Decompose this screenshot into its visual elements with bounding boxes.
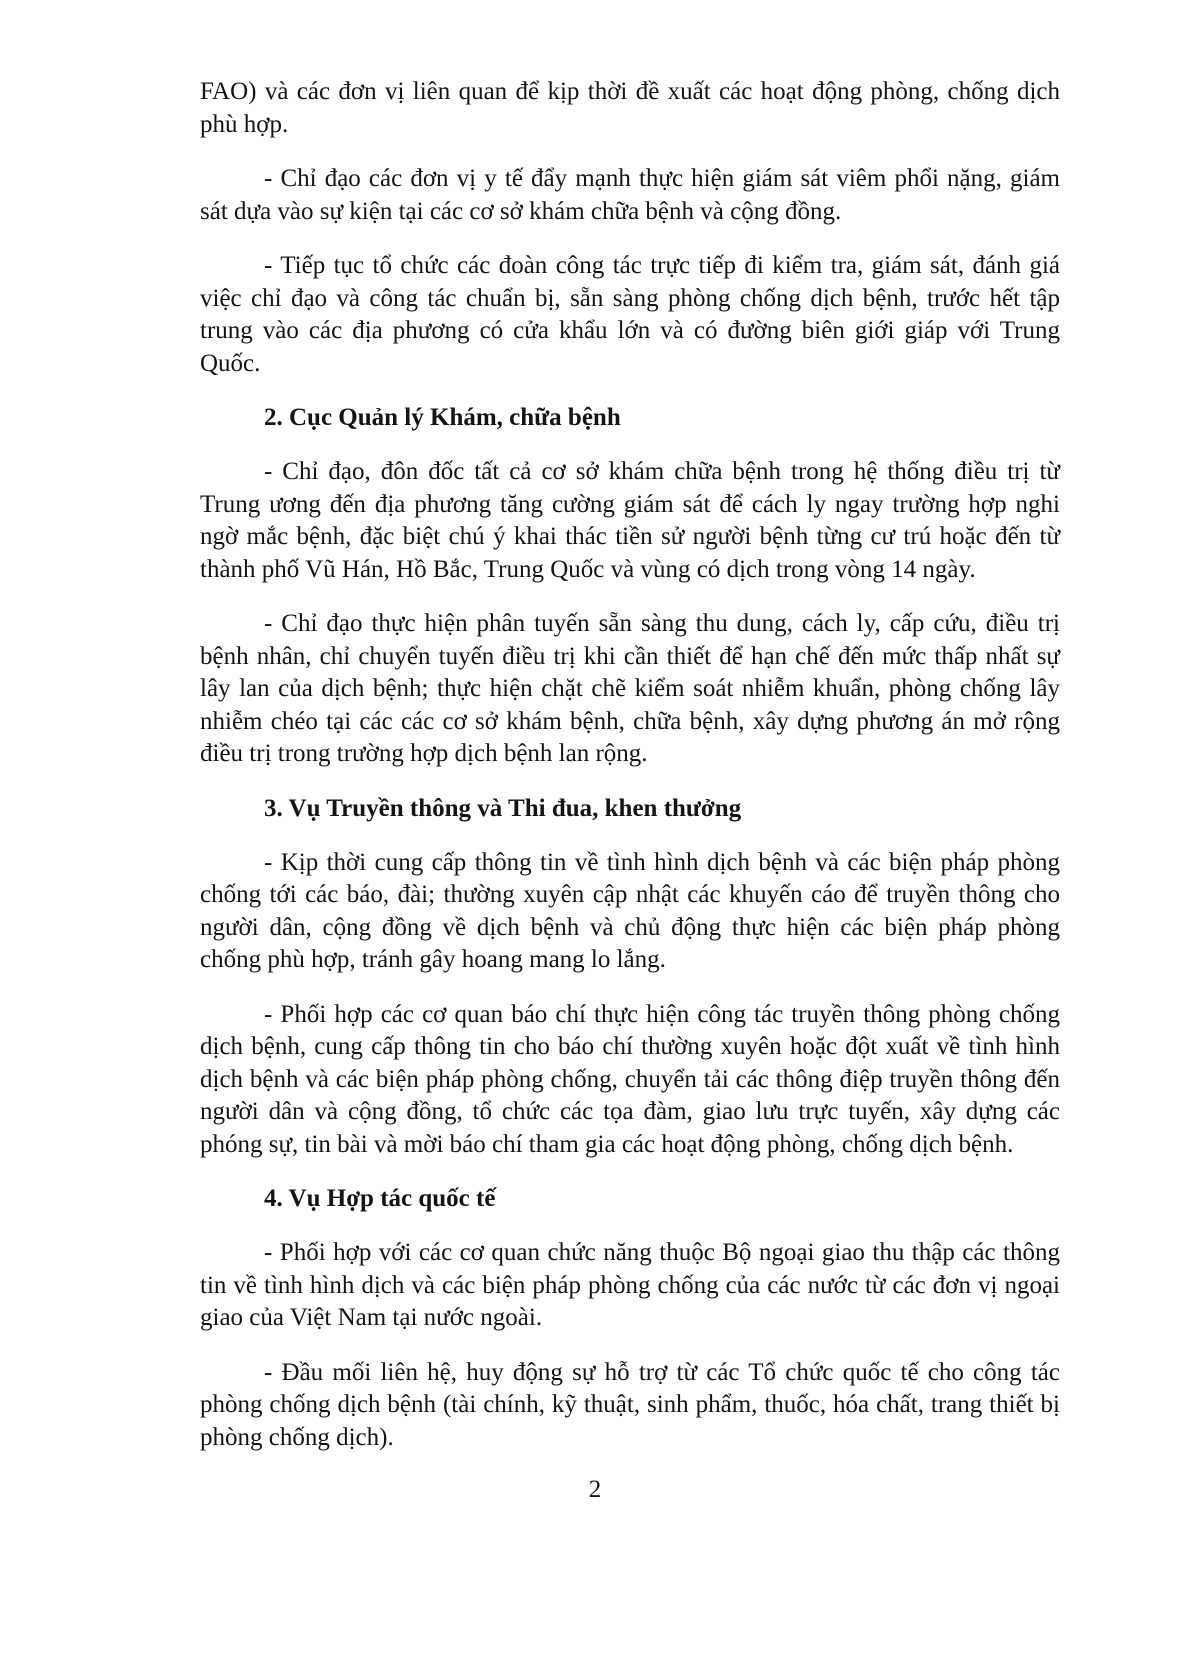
paragraph-continuation: FAO) và các đơn vị liên quan để kịp thời đề xuất các hoạt động phòng, chống dịch phù hợp. bbox=[200, 78, 1060, 138]
paragraph: - Kịp thời cung cấp thông tin về tình hình dịch bệnh và các biện pháp phòng chống tới các báo, đài; thường xuyên cập nhật các khuyến cáo để truyền thông cho người dân, cộng đồng về dịch bệnh và chủ động thực hiện các biện pháp phòng chống phù hợp, tránh gây hoang mang lo lắng. bbox=[200, 848, 1060, 973]
document-body bbox=[200, 76, 1060, 1476]
paragraph: - Phối hợp các cơ quan báo chí thực hiện công tác truyền thông phòng chống dịch bệnh, cung cấp thông tin cho báo chí thường xuyên hoặc đột xuất về tình hình dịch bệnh và các biện pháp phòng chống, chuyển tải các thông điệp truyền thông đến người dân và cộng đồng, tổ chức các tọa đàm, giao lưu trực tuyến, xây dựng các phóng sự, tin bài và mời báo chí tham gia các hoạt động phòng, chống dịch bệnh. bbox=[200, 1000, 1060, 1158]
paragraph: - Chỉ đạo các đơn vị y tế đẩy mạnh thực hiện giám sát viêm phổi nặng, giám sát dựa vào sự kiện tại các cơ sở khám chữa bệnh và cộng đồng. bbox=[200, 165, 1060, 225]
section-heading-2: 2. Cục Quản lý Khám, chữa bệnh bbox=[264, 404, 621, 431]
paragraph: - Chỉ đạo, đôn đốc tất cả cơ sở khám chữa bệnh trong hệ thống điều trị từ Trung ương đến địa phương tăng cường giám sát để cách ly ngay trường hợp nghi ngờ mắc bệnh, đặc biệt chú ý khai thác tiền sử người bệnh từng cư trú hoặc đến từ thành phố Vũ Hán, Hồ Bắc, Trung Quốc và vùng có dịch trong vòng 14 ngày. bbox=[200, 458, 1060, 583]
paragraph: - Chỉ đạo thực hiện phân tuyến sẵn sàng thu dung, cách ly, cấp cứu, điều trị bệnh nhân, chỉ chuyển tuyến điều trị khi cần thiết để hạn chế đến mức thấp nhất sự lây lan của dịch bệnh; thực hiện chặt chẽ kiểm soát nhiễm khuẩn, phòng chống lây nhiễm chéo tại các các cơ sở khám bệnh, chữa bệnh, xây dựng phương án mở rộng điều trị trong trường hợp dịch bệnh lan rộng. bbox=[200, 610, 1060, 767]
paragraph: - Tiếp tục tổ chức các đoàn công tác trực tiếp đi kiểm tra, giám sát, đánh giá việc chỉ đạo và công tác chuẩn bị, sẵn sàng phòng chống dịch bệnh, trước hết tập trung vào các địa phương có cửa khẩu lớn và có đường biên giới giáp với Trung Quốc. bbox=[200, 252, 1060, 377]
paragraph: - Phối hợp với các cơ quan chức năng thuộc Bộ ngoại giao thu thập các thông tin về tình hình dịch và các biện pháp phòng chống của các nước từ các đơn vị ngoại giao của Việt Nam tại nước ngoài. bbox=[200, 1239, 1060, 1331]
page-number: 2 bbox=[588, 1476, 602, 1503]
section-heading-4: 4. Vụ Hợp tác quốc tế bbox=[264, 1185, 496, 1212]
section-heading-3: 3. Vụ Truyền thông và Thi đua, khen thưởng bbox=[264, 794, 742, 822]
paragraph: - Đầu mối liên hệ, huy động sự hỗ trợ từ các Tổ chức quốc tế cho công tác phòng chống dịch bệnh (tài chính, kỹ thuật, sinh phẩm, thuốc, hóa chất, trang thiết bị phòng chống dịch). bbox=[200, 1358, 1060, 1451]
